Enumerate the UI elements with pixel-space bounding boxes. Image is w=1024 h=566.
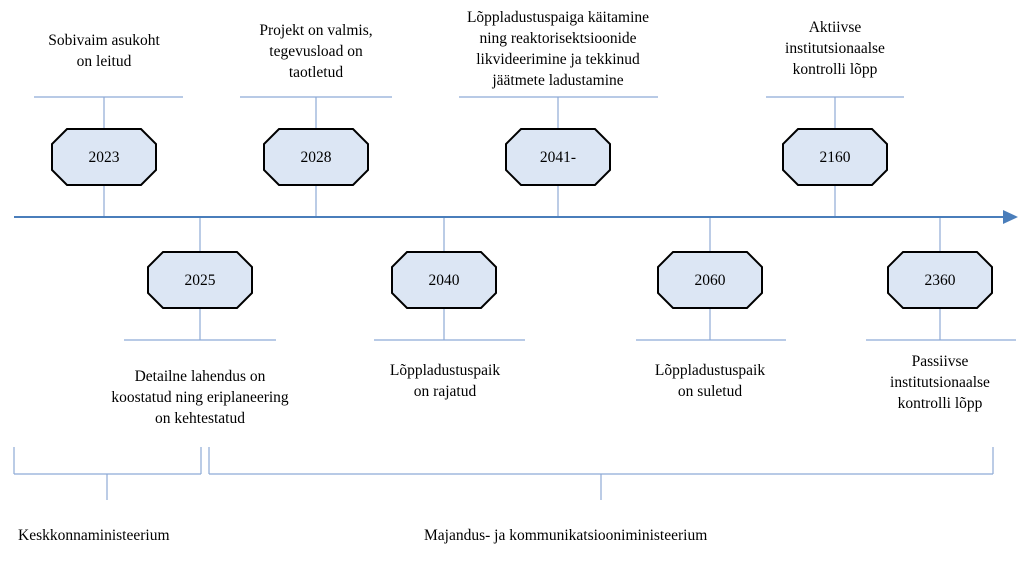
- milestone-label-2040: Lõppladustuspaik on rajatud: [389, 362, 501, 400]
- year-text-2060: 2060: [694, 272, 726, 289]
- milestone-label-2023: Sobivaim asukoht on leitud: [48, 32, 160, 70]
- year-badges: [52, 129, 992, 308]
- milestone-label-2028: Projekt on valmis, tegevusload on taotletud: [259, 22, 373, 81]
- milestone-label-2041-: Lõppladustuspaiga käitamine ning reaktorisektsioonide likvideerimine ja tekkinud jäätmete ladustamine: [466, 9, 650, 89]
- year-text-2040: 2040: [428, 272, 460, 289]
- organization-label-2: Majandus- ja kommunikatsiooniministeerium: [424, 527, 708, 544]
- milestone-label-2025: Detailne lahendus on koostatud ning eriplaneering on kehtestatud: [111, 368, 289, 427]
- timeline-axis: [14, 210, 1018, 224]
- year-text-2023: 2023: [88, 149, 120, 166]
- timeline-arrowhead: [1003, 210, 1018, 224]
- year-text-2041-: 2041-: [539, 149, 577, 166]
- milestone-label-2160: Aktiivse institutsionaalse kontrolli lõpp: [785, 19, 885, 78]
- year-text-2360: 2360: [924, 272, 956, 289]
- year-text-2160: 2160: [819, 149, 851, 166]
- milestone-label-2060: Lõppladustuspaik on suletud: [654, 362, 766, 400]
- year-text-2028: 2028: [300, 149, 332, 166]
- milestone-label-2360: Passiivse institutsionaalse kontrolli lõpp: [890, 353, 990, 412]
- organization-label-1: Keskkonnaministeerium: [18, 527, 170, 544]
- year-text-2025: 2025: [184, 272, 216, 289]
